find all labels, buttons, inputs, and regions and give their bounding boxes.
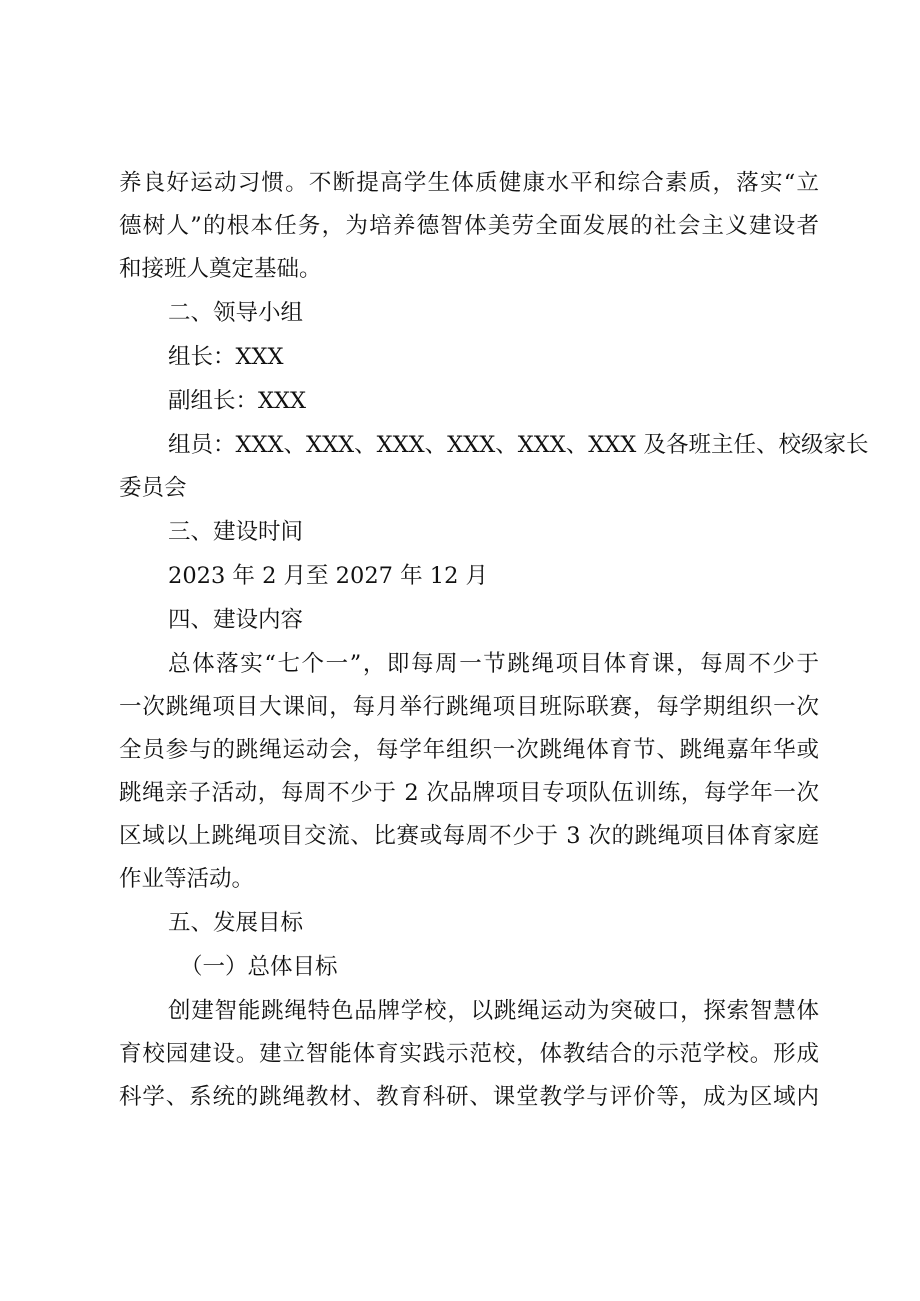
text-line: 养良好运动习惯。不断提高学生体质健康水平和综合素质，落实“立 [119,170,819,196]
text-line: 全员参与的跳绳运动会，每学年组织一次跳绳体育节、跳绳嘉年华或 [119,737,819,763]
text-line: 委员会 [119,475,187,501]
section-heading-development-goals: 五、发展目标 [168,910,304,936]
text-line: 跳绳亲子活动，每周不少于 2 次品牌项目专项队伍训练，每学年一次 [119,780,819,806]
text-line: 育校园建设。建立智能体育实践示范校，体教结合的示范学校。形成 [119,1041,819,1067]
section-heading-leadership-group: 二、领导小组 [168,300,304,326]
text-line: 作业等活动。 [119,866,255,892]
subheading-overall-goal: （一）总体目标 [180,954,338,980]
text-line: 和接班人奠定基础。 [119,256,322,282]
text-line: 德树人”的根本任务，为培养德智体美劳全面发展的社会主义建设者 [119,213,819,239]
group-leader-line: 组长：XXX [168,344,284,370]
text-line: 科学、系统的跳绳教材、教育科研、课堂教学与评价等，成为区域内 [119,1084,819,1110]
section-heading-construction-time: 三、建设时间 [168,519,304,545]
text-line: 一次跳绳项目大课间，每月举行跳绳项目班际联赛，每学期组织一次 [119,694,819,720]
construction-time-value: 2023 年 2 月至 2027 年 12 月 [168,563,489,589]
section-heading-construction-content: 四、建设内容 [168,607,304,633]
text-line: 区域以上跳绳项目交流、比赛或每周不少于 3 次的跳绳项目体育家庭 [119,823,819,849]
text-line: 创建智能跳绳特色品牌学校，以跳绳运动为突破口，探索智慧体 [168,998,819,1024]
text-line: 组员：XXX、XXX、XXX、XXX、XXX、XXX 及各班主任、校级家长 [168,432,869,458]
text-line: 总体落实“七个一”，即每周一节跳绳项目体育课，每周不少于 [168,651,819,677]
deputy-leader-line: 副组长：XXX [168,388,307,414]
